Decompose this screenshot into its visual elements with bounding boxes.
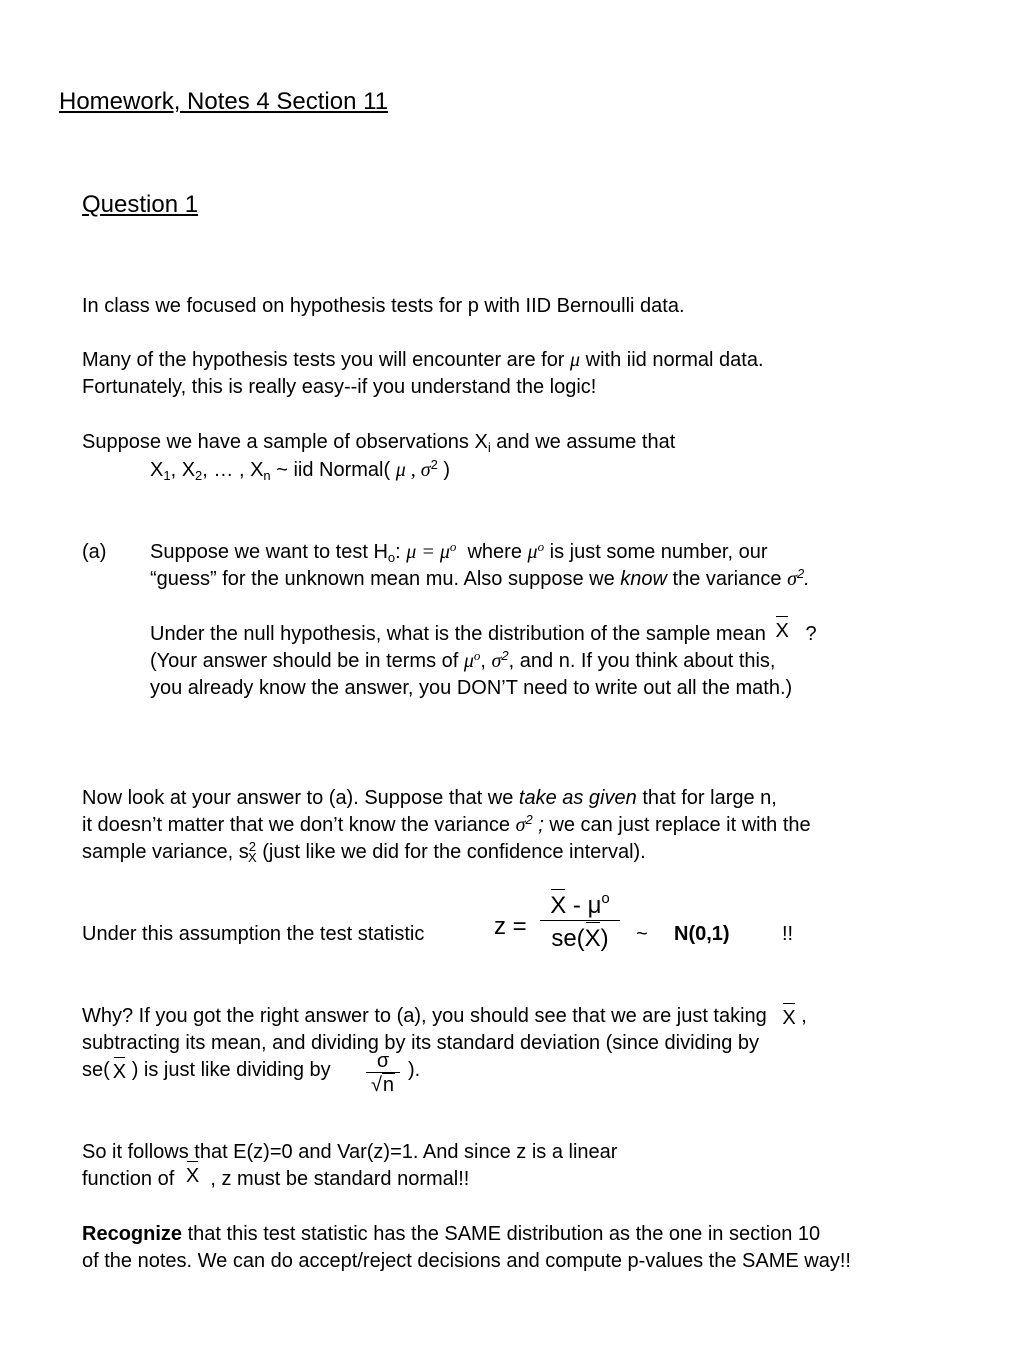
- part-a-l2-text-a: “guess” for the unknown mean mu. Also suppose we: [150, 568, 615, 590]
- why-close: ).: [408, 1059, 421, 1081]
- intro-line-1: In class we focused on hypothesis tests for p with IID Bernoulli data.: [82, 295, 685, 317]
- intro-line-4: [82, 430, 675, 454]
- know-word: know: [620, 568, 667, 590]
- intro-line-2-text-b: with iid normal data.: [585, 349, 764, 371]
- now-l3-text-a: sample variance, s: [82, 841, 249, 863]
- question-mark: ?: [805, 623, 817, 645]
- question-heading: Question 1: [82, 191, 199, 218]
- why-l3-text-a: se(: [82, 1059, 110, 1081]
- take-as-given: take as given: [518, 787, 637, 809]
- null-hypothesis: μ = μ: [406, 541, 450, 563]
- model-dots: , … ,: [202, 459, 251, 481]
- recognize-l1-text: that this test statistic has the SAME distribution as the one in section 10: [187, 1223, 821, 1245]
- follows-xbar: X: [185, 1165, 200, 1187]
- part-a-l4-text-b: , and n. If you think about this,: [508, 650, 776, 672]
- part-a-line-5: you already know the answer, you DON’T need to write out all the math.): [150, 677, 793, 699]
- part-a-line-2: [150, 567, 810, 591]
- why-line-1: [82, 1004, 807, 1028]
- double-bang: !!: [782, 923, 794, 945]
- sigma-2-sup: 2: [501, 648, 509, 663]
- page-title: Homework, Notes 4 Section 11: [59, 88, 389, 115]
- intro-line-4-text-a: Suppose we have a sample of observations X: [82, 431, 488, 453]
- z-equals: z =: [494, 913, 527, 940]
- sub-n: n: [263, 468, 271, 483]
- sub-1: 1: [163, 468, 171, 483]
- part-a-line-3: [150, 622, 817, 646]
- model-sq: 2: [430, 457, 438, 472]
- den-a: se(: [551, 925, 585, 952]
- radicand-n: n: [382, 1074, 395, 1096]
- follows-l2-text-a: function of: [82, 1168, 175, 1190]
- intro-line-3: Fortunately, this is really easy--if you understand the logic!: [82, 376, 597, 398]
- s-sub: X: [247, 850, 257, 865]
- frac-den: [366, 1073, 400, 1096]
- subscript-i: i: [487, 440, 491, 455]
- follows-line-1: So it follows that E(z)=0 and Var(z)=1. And since z is a linear: [82, 1141, 618, 1163]
- part-a-l1-text-a: Suppose we want to test H: [150, 541, 388, 563]
- now-line-2: [82, 813, 811, 837]
- part-a-label: (a): [82, 541, 107, 563]
- mu-zero: μ: [527, 541, 538, 563]
- den-b: ): [600, 925, 609, 952]
- model-params: μ , σ: [395, 459, 431, 481]
- model-dist: ~ iid Normal(: [270, 459, 391, 481]
- sub-o: o: [387, 550, 396, 565]
- now-line-3: [82, 840, 646, 864]
- sigma-symbol: σ: [787, 568, 797, 590]
- now-l2-text-b: we can just replace it with the: [549, 814, 811, 836]
- z-fraction: [540, 892, 620, 953]
- sigma-3-sup: 2: [525, 812, 533, 827]
- mu-symbol: μ: [570, 349, 581, 371]
- root-sign: √: [370, 1074, 382, 1096]
- frac-sigma: σ: [376, 1050, 390, 1072]
- period: .: [804, 568, 810, 590]
- sigma-over-root-n: [366, 1050, 400, 1096]
- why-comma: ,: [801, 1005, 807, 1027]
- intro-line-2-text-a: Many of the hypothesis tests you will encounter are for: [82, 349, 565, 371]
- sigma-2: σ: [491, 650, 502, 672]
- sigma-3: σ: [515, 814, 526, 836]
- model-xn: X: [250, 459, 264, 481]
- mu-zero-2: μ: [463, 650, 474, 672]
- sup-o: o: [449, 539, 457, 554]
- sub-2: 2: [195, 468, 203, 483]
- part-a-line-1: [150, 540, 768, 564]
- why-line-2: subtracting its mean, and dividing by its standard deviation (since dividing by: [82, 1032, 760, 1054]
- mu-zero-sup: o: [537, 539, 545, 554]
- now-l1-text-b: that for large n,: [642, 787, 777, 809]
- why-xbar-2: X: [112, 1061, 127, 1083]
- part-a-l1-text-b: where: [467, 541, 522, 563]
- model-comma: ,: [170, 459, 182, 481]
- model-close: ): [437, 459, 451, 481]
- mu-zero-2-sup: o: [473, 648, 481, 663]
- part-a-l4-text-a: (Your answer should be in terms of: [150, 650, 459, 672]
- now-l1-text-a: Now look at your answer to (a). Suppose that we: [82, 787, 514, 809]
- sigma-sup: 2: [796, 566, 805, 581]
- model-x2: X: [181, 459, 196, 481]
- s-sup: 2: [248, 839, 256, 854]
- num-rest: - μ: [566, 892, 602, 919]
- z-numerator: [540, 892, 620, 920]
- intro-line-2: [82, 348, 764, 372]
- model-x1: X: [150, 459, 164, 481]
- follows-line-2: [82, 1167, 469, 1191]
- recognize-bold: Recognize: [82, 1223, 183, 1245]
- now-line-1: [82, 786, 777, 810]
- xbar-symbol: X: [775, 620, 789, 642]
- recognize-line-2: of the notes. We can do accept/reject decisions and compute p-values the SAME way!!: [82, 1250, 851, 1272]
- intro-line-4-text-b: and we assume that: [496, 431, 676, 453]
- part-a-l2-text-b: the variance: [672, 568, 782, 590]
- why-l3-text-b: ) is just like dividing by: [131, 1059, 331, 1081]
- colon: :: [395, 541, 401, 563]
- model-statement: [150, 458, 450, 482]
- comma: ,: [480, 650, 486, 672]
- now-l2-text-a: it doesn’t matter that we don’t know the variance: [82, 814, 511, 836]
- part-a-l1-text-c: is just some number, our: [549, 541, 768, 563]
- normal-dist: N(0,1): [674, 923, 730, 945]
- why-l1-text-a: Why? If you got the right answer to (a), you should see that we are just taking: [82, 1005, 767, 1027]
- part-a-line-4: [150, 649, 776, 673]
- follows-l2-text-b: , z must be standard normal!!: [210, 1168, 470, 1190]
- num-sup: o: [601, 890, 610, 907]
- stat-lead: Under this assumption the test statistic: [82, 923, 425, 945]
- z-denominator: [540, 925, 620, 953]
- semicolon: ;: [538, 814, 544, 836]
- tilde: ~: [636, 923, 648, 945]
- den-xbar: X: [584, 925, 601, 952]
- why-xbar: X: [782, 1007, 796, 1029]
- part-a-l3-text-a: Under the null hypothesis, what is the distribution of the sample mean: [150, 623, 766, 645]
- now-l3-text-b: (just like we did for the confidence interval).: [262, 841, 646, 863]
- num-xbar: X: [550, 892, 567, 919]
- recognize-line-1: [82, 1222, 820, 1246]
- fraction-bar: [540, 920, 620, 921]
- why-line-3: [82, 1058, 331, 1082]
